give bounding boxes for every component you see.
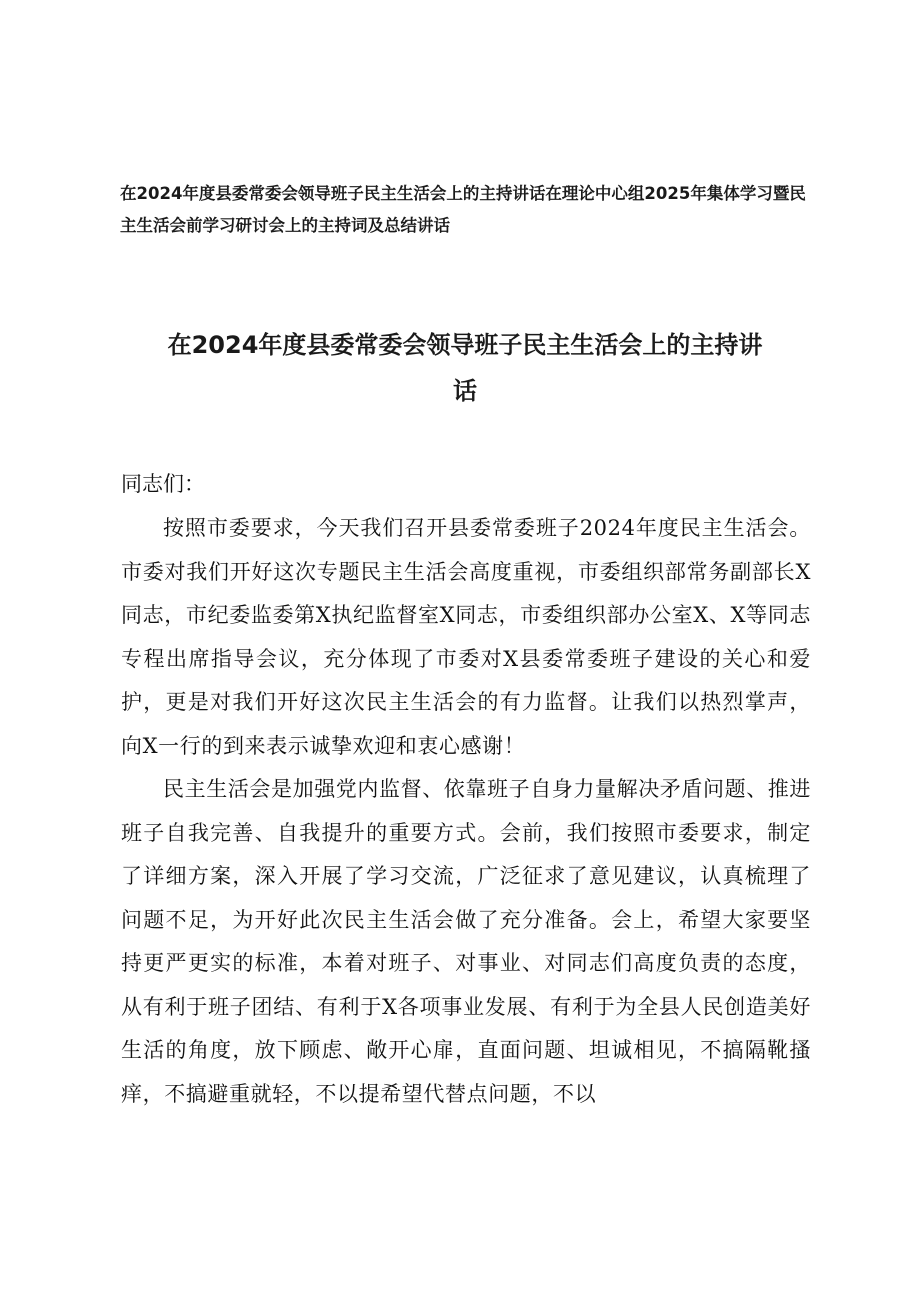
document-title bbox=[120, 322, 810, 414]
body-paragraph: 按照市委要求，今天我们召开县委常委班子2024年度民主生活会。市委对我们开好这次专题民主生活会高度重视，市委组织部常务副部长X同志，市纪委监委第X执纪监督室X同志，市委组织部办公室X、X等同志专程出席指导会议，充分体现了市委对X县委常委班子建设的关心和爱护，更是对我们开好这次民主生活会的有力监督。让我们以热烈掌声，向X一行的到来表示诚挚欢迎和衷心感谢！ bbox=[121, 516, 811, 758]
salutation: 同志们： bbox=[121, 472, 205, 496]
document-title-line-2: 话 bbox=[453, 377, 477, 405]
document-title-line-1: 在2024年度县委常委会领导班子民主生活会上的主持讲 bbox=[167, 331, 763, 359]
body-paragraph: 民主生活会是加强党内监督、依靠班子自身力量解决矛盾问题、推进班子自我完善、自我提升的重要方式。会前，我们按照市委要求，制定了详细方案，深入开展了学习交流，广泛征求了意见建议，认真梳理了问题不足，为开好此次民主生活会做了充分准备。会上，希望大家要坚持更严更实的标准，本着对班子、对事业、对同志们高度负责的态度，从有利于班子团结、有利于X各项事业发展、有利于为全县人民创造美好生活的角度，放下顾虑、敞开心扉，直面问题、坦诚相见，不搞隔靴搔痒，不搞避重就轻，不以提希望代替点问题，不以 bbox=[121, 777, 811, 1106]
document-body bbox=[121, 507, 811, 1116]
document-header: 在2024年度县委常委会领导班子民主生活会上的主持讲话在理论中心组2025年集体学习暨民主生活会前学习研讨会上的主持词及总结讲话 bbox=[120, 184, 806, 235]
